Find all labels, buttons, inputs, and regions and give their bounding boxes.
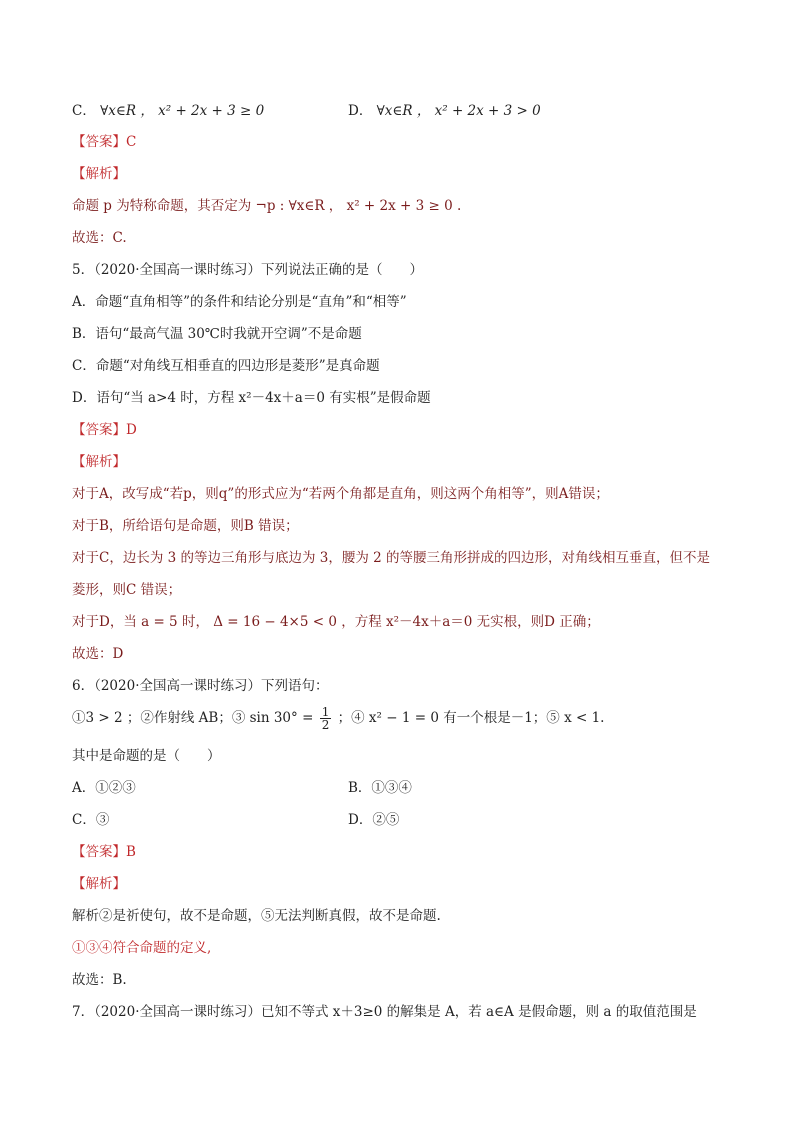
analysis-label: 【解析】: [72, 454, 126, 470]
question-5-option-d: D．语句“当 a>4 时，方程 x²－4x＋a＝0 有实根”是假命题: [72, 390, 431, 406]
option-c-line: [72, 102, 264, 120]
question-6-prompt: 其中是命题的是（ ）: [72, 748, 221, 764]
analysis-text: 对于A，改写成“若p，则q”的形式应为“若两个角都是直角，则这两个角相等”，则A错误；: [72, 486, 609, 502]
analysis-text: 命题 p 为特称命题，其否定为 ¬p : ∀x∈R ， x² + 2x + 3 ≥ 0 .: [72, 198, 462, 214]
answer-label: 【答案】D: [72, 422, 137, 438]
choose-text: 故选：B.: [72, 972, 127, 988]
question-5-option-c: C．命题“对角线互相垂直的四边形是菱形”是真命题: [72, 358, 380, 374]
analysis-text: 对于D，当 a = 5 时， Δ = 16 − 4×5 < 0 ，方程 x²－4x＋a＝0 无实根，则D 正确；: [72, 614, 600, 630]
question-5-stem: 5．（2020·全国高一课时练习）下列说法正确的是（ ）: [72, 262, 423, 278]
fraction-one-half: [320, 706, 332, 731]
option-d-label: D．: [348, 103, 373, 119]
option-d-math: ∀x∈R ， x² + 2x + 3 > 0: [376, 103, 541, 119]
analysis-text: 解析②是祈使句，故不是命题，⑤无法判断真假，故不是命题.: [72, 908, 441, 924]
fraction-denominator: 2: [321, 718, 330, 732]
analysis-text: 对于B，所给语句是命题，则B 错误；: [72, 518, 299, 534]
question-6-stem: 6．（2020·全国高一课时练习）下列语句：: [72, 678, 329, 694]
question-6-statements: [72, 706, 604, 731]
question-6-option-d: D．②⑤: [348, 812, 400, 828]
answer-label: 【答案】C: [72, 134, 137, 150]
question-6-option-b: B．①③④: [348, 780, 412, 796]
question-5-option-a: A．命题“直角相等”的条件和结论分别是“直角”和“相等”: [72, 294, 407, 310]
analysis-text: ①③④符合命题的定义,: [72, 940, 212, 956]
question-6-option-c: C．③: [72, 812, 110, 828]
option-c-label: C．: [72, 103, 96, 119]
option-d-line: [348, 102, 541, 120]
option-c-math: ∀x∈R ， x² + 2x + 3 ≥ 0: [100, 103, 265, 119]
choose-text: 故选：C.: [72, 230, 127, 246]
choose-text: 故选：D: [72, 646, 124, 662]
statements-part-b: ；④ x² − 1 = 0 有一个根是－1；⑤ x < 1.: [337, 710, 605, 726]
analysis-label: 【解析】: [72, 876, 126, 892]
question-6-option-a: A．①②③: [72, 780, 136, 796]
analysis-text: 菱形，则C 错误；: [72, 582, 182, 598]
statements-part-a: ①3 > 2 ；②作射线 AB；③ sin 30° =: [72, 710, 314, 726]
fraction-numerator: 1: [321, 705, 330, 719]
question-5-option-b: B．语句“最高气温 30℃时我就开空调”不是命题: [72, 326, 362, 342]
question-7-stem: 7．（2020·全国高一课时练习）已知不等式 x＋3≥0 的解集是 A，若 a∈A 是假命题，则 a 的取值范围是: [72, 1004, 697, 1020]
answer-label: 【答案】B: [72, 844, 136, 860]
analysis-text: 对于C，边长为 3 的等边三角形与底边为 3，腰为 2 的等腰三角形拼成的四边形，对角线相互垂直，但不是: [72, 550, 711, 566]
analysis-label: 【解析】: [72, 166, 126, 182]
